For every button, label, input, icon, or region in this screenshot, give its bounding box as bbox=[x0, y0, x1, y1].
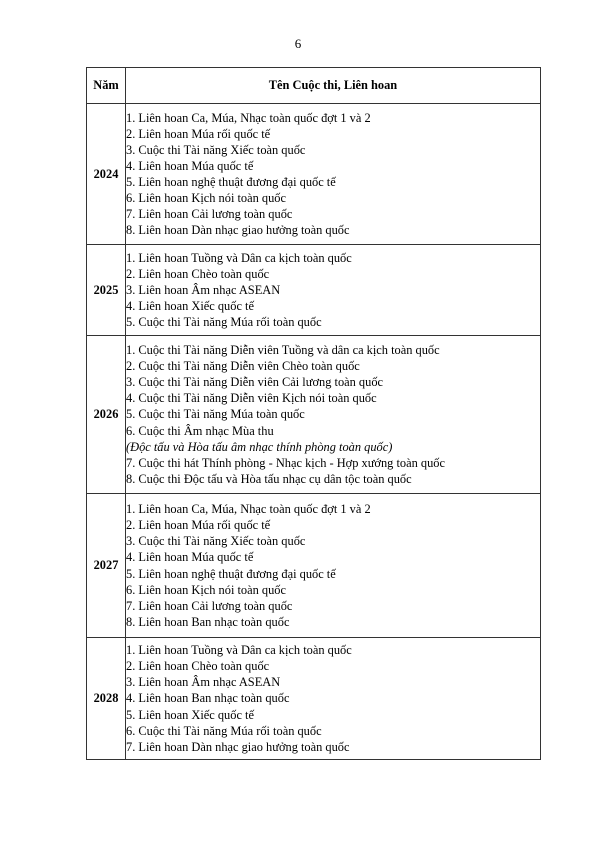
events-cell bbox=[126, 638, 541, 760]
list-item: 2. Liên hoan Chèo toàn quốc bbox=[126, 659, 270, 674]
year-cell: 2024 bbox=[87, 104, 126, 245]
list-item: 4. Liên hoan Múa quốc tế bbox=[126, 158, 254, 173]
list-item: 6. Liên hoan Kịch nói toàn quốc bbox=[126, 191, 287, 206]
list-item: 5. Liên hoan nghệ thuật đương đại quốc tế bbox=[126, 175, 336, 189]
list-item: 3. Cuộc thi Tài năng Xiếc toàn quốc bbox=[126, 534, 306, 549]
table-row-2026 bbox=[87, 336, 541, 494]
list-item: 4. Cuộc thi Tài năng Diễn viên Kịch nói toàn quốc bbox=[126, 391, 377, 406]
list-item: 3. Cuộc thi Tài năng Diễn viên Cải lương toàn quốc bbox=[126, 375, 384, 390]
list-item: 4. Liên hoan Múa quốc tế bbox=[126, 550, 254, 565]
festival-schedule-table bbox=[86, 67, 541, 760]
list-item: 8. Liên hoan Dàn nhạc giao hưởng toàn quốc bbox=[126, 223, 350, 238]
list-item: 1. Liên hoan Tuồng và Dân ca kịch toàn quốc bbox=[126, 250, 352, 265]
list-item: 8. Liên hoan Ban nhạc toàn quốc bbox=[126, 614, 290, 629]
list-item: 1. Cuộc thi Tài năng Diễn viên Tuồng và dân ca kịch toàn quốc bbox=[126, 343, 440, 358]
list-item: 4. Liên hoan Xiếc quốc tế bbox=[126, 299, 254, 314]
table-row-2027 bbox=[87, 494, 541, 638]
list-item: 1. Liên hoan Ca, Múa, Nhạc toàn quốc đợt 1 và 2 bbox=[126, 502, 371, 517]
list-item: 5. Liên hoan Xiếc quốc tế bbox=[126, 707, 254, 722]
list-item: 1. Liên hoan Tuồng và Dân ca kịch toàn quốc bbox=[126, 643, 352, 658]
page-number: 6 bbox=[294, 36, 302, 51]
list-item: 7. Cuộc thi hát Thính phòng - Nhạc kịch - Hợp xướng toàn quốc bbox=[126, 455, 445, 470]
year-cell: 2026 bbox=[87, 336, 126, 494]
list-item: 5. Cuộc thi Tài năng Múa rối toàn quốc bbox=[126, 315, 322, 330]
list-item: 2. Cuộc thi Tài năng Diễn viên Chèo toàn quốc bbox=[126, 359, 360, 374]
events-cell bbox=[126, 494, 541, 638]
list-item: 5. Liên hoan nghệ thuật đương đại quốc tế bbox=[126, 566, 336, 581]
list-item: 6. Liên hoan Kịch nói toàn quốc bbox=[126, 582, 287, 597]
table-row-2024 bbox=[87, 104, 541, 245]
list-item: 6. Cuộc thi Âm nhạc Mùa thu bbox=[126, 423, 274, 438]
events-cell bbox=[126, 104, 541, 245]
year-cell: 2028 bbox=[87, 638, 126, 760]
year-cell: 2027 bbox=[87, 494, 126, 638]
table-row-2028 bbox=[87, 638, 541, 760]
list-item: 6. Cuộc thi Tài năng Múa rối toàn quốc bbox=[126, 723, 322, 738]
list-item: 3. Cuộc thi Tài năng Xiếc toàn quốc bbox=[126, 142, 306, 157]
list-item: 3. Liên hoan Âm nhạc ASEAN bbox=[126, 282, 281, 297]
list-item: 3. Liên hoan Âm nhạc ASEAN bbox=[126, 675, 281, 690]
list-item: 2. Liên hoan Múa rối quốc tế bbox=[126, 126, 271, 141]
list-item: 1. Liên hoan Ca, Múa, Nhạc toàn quốc đợt 1 và 2 bbox=[126, 110, 371, 125]
list-item-note: (Độc tấu và Hòa tấu âm nhạc thính phòng toàn quốc) bbox=[126, 439, 393, 454]
events-cell bbox=[126, 336, 541, 494]
header-name: Tên Cuộc thi, Liên hoan bbox=[126, 68, 541, 104]
list-item: 5. Cuộc thi Tài năng Múa toàn quốc bbox=[126, 407, 305, 422]
list-item: 7. Liên hoan Dàn nhạc giao hưởng toàn quốc bbox=[126, 739, 350, 754]
list-item: 4. Liên hoan Ban nhạc toàn quốc bbox=[126, 691, 290, 706]
list-item: 8. Cuộc thi Độc tấu và Hòa tấu nhạc cụ dân tộc toàn quốc bbox=[126, 471, 412, 486]
header-year: Năm bbox=[87, 68, 126, 104]
table-header-row bbox=[87, 68, 541, 104]
list-item: 7. Liên hoan Cải lương toàn quốc bbox=[126, 598, 293, 613]
year-cell: 2025 bbox=[87, 245, 126, 336]
events-cell bbox=[126, 245, 541, 336]
list-item: 7. Liên hoan Cải lương toàn quốc bbox=[126, 207, 293, 222]
table-row-2025 bbox=[87, 245, 541, 336]
list-item: 2. Liên hoan Chèo toàn quốc bbox=[126, 266, 270, 281]
list-item: 2. Liên hoan Múa rối quốc tế bbox=[126, 518, 271, 533]
